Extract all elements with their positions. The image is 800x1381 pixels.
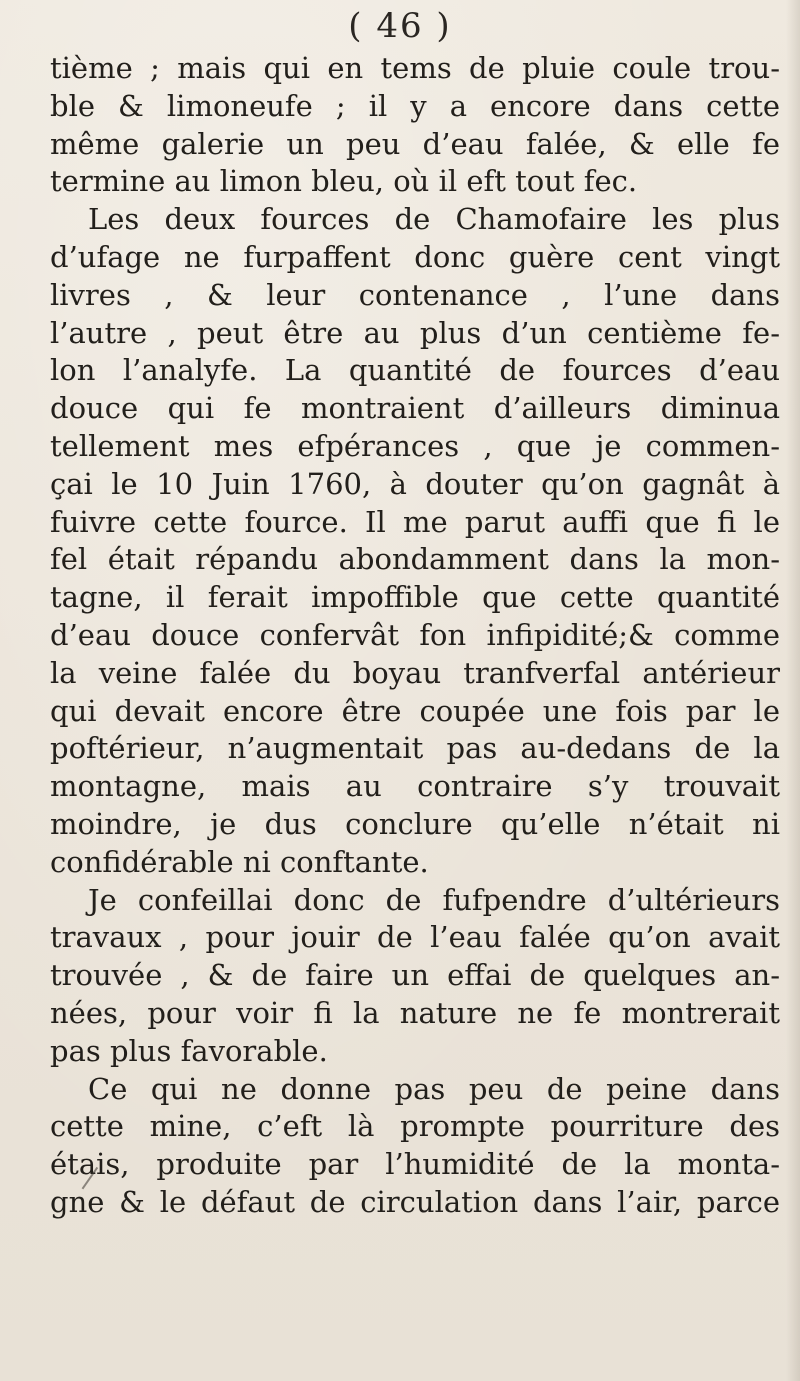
text-line: fuivre cette fource. Il me parut auffi que fi le: [50, 504, 780, 539]
text-line: l’autre , peut être au plus d’un centième fe-: [50, 315, 780, 350]
text-line: fel était répandu abondamment dans la mon-: [50, 542, 780, 577]
text-line: livres , & leur contenance , l’une dans: [50, 277, 780, 312]
text-line: Je confeillai donc de fufpendre d’ultérieurs: [88, 882, 780, 917]
text-line: confidérable ni conftante.: [50, 844, 429, 879]
text-line: Les deux fources de Chamofaire les plus: [88, 202, 780, 237]
text-line: poftérieur, n’augmentait pas au-dedans de la: [50, 731, 780, 766]
text-line: la veine falée du boyau tranfverfal antérieur: [50, 655, 780, 690]
text-line: Ce qui ne donne pas peu de peine dans: [88, 1071, 780, 1106]
text-line: pas plus favorable.: [50, 1033, 328, 1068]
text-line: tième ; mais qui en tems de pluie coule trou-: [50, 51, 780, 85]
text-line: cette mine, c’eft là prompte pourriture des: [50, 1109, 780, 1144]
page-number: ( 46 ): [348, 6, 452, 46]
text-line: d’ufage ne furpaffent donc guère cent vingt: [50, 239, 780, 274]
text-line: lon l’analyfe. La quantité de fources d’eau: [50, 353, 780, 388]
text-line: montagne, mais au contraire s’y trouvait: [50, 769, 780, 804]
text-line: gne & le défaut de circulation dans l’air, parce: [50, 1184, 780, 1219]
body-text: [50, 50, 780, 1222]
text-line: d’eau douce confervât fon infipidité;& comme: [50, 617, 780, 652]
text-line: ble & limoneufe ; il y a encore dans cette: [50, 88, 780, 123]
text-line: travaux , pour jouir de l’eau falée qu’on avait: [50, 920, 780, 955]
text-line: tellement mes efpérances , que je commen-: [50, 428, 780, 463]
text-line: même galerie un peu d’eau falée, & elle fe: [50, 126, 780, 161]
text-line: nées, pour voir fi la nature ne fe montrerait: [50, 995, 780, 1030]
text-line: étais, produite par l’humidité de la monta-: [50, 1147, 780, 1182]
text-line: termine au limon bleu, où il eft tout fec.: [50, 164, 638, 199]
page-edge-shadow: [786, 0, 800, 1381]
text-line: moindre, je dus conclure qu’elle n’était ni: [50, 806, 780, 841]
text-line: çai le 10 Juin 1760, à douter qu’on gagnât à: [50, 466, 780, 501]
text-line: douce qui fe montraient d’ailleurs diminua: [50, 391, 780, 426]
text-line: tagne, il ferait impoffible que cette quantité: [50, 580, 780, 615]
text-line: qui devait encore être coupée une fois par le: [50, 693, 780, 728]
text-line: trouvée , & de faire un effai de quelques an-: [50, 958, 780, 993]
